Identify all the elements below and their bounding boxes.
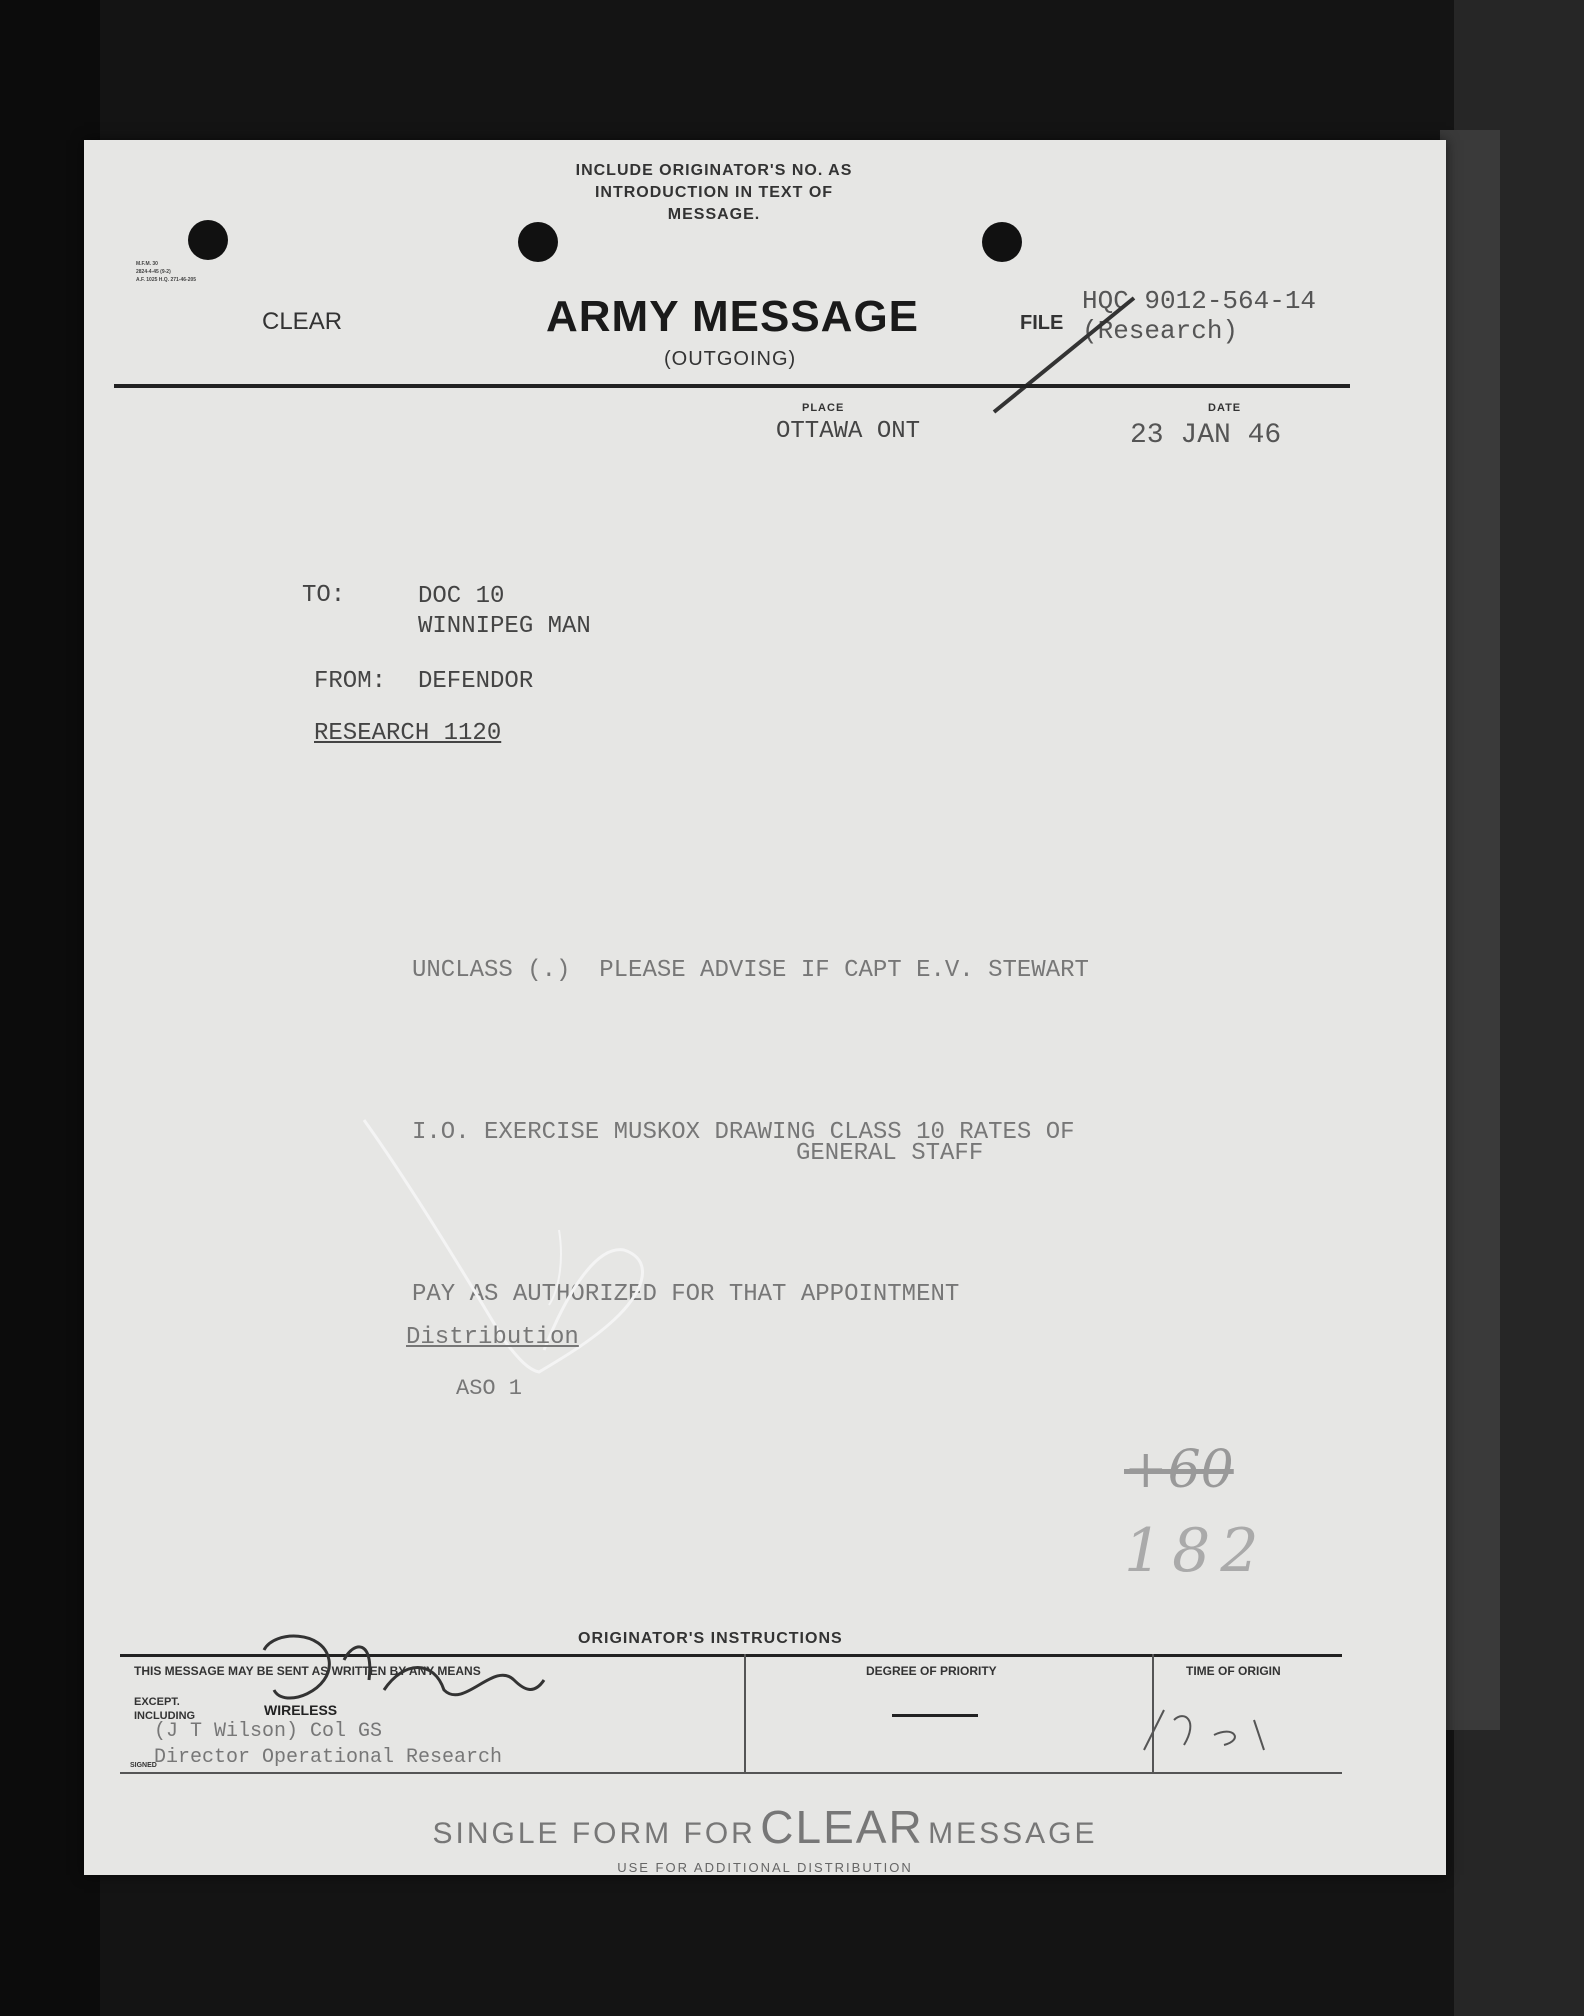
footer-prefix: SINGLE FORM FOR (432, 1817, 756, 1850)
form-subtitle: (OUTGOING) (664, 348, 797, 370)
form-title: ARMY MESSAGE (546, 292, 920, 341)
army-message-form (84, 140, 1446, 1875)
scan-shadow-strip (1440, 130, 1500, 1730)
signed-label: SIGNED (130, 1762, 157, 1769)
originator-heading: ORIGINATOR'S INSTRUCTIONS (578, 1630, 843, 1647)
including-label: INCLUDING (134, 1710, 196, 1722)
form-code: A.F. 1025 H.Q. 271-46-205 (136, 277, 197, 283)
handwritten-time (1124, 1700, 1304, 1760)
originator-number-instruction (534, 160, 894, 226)
from-label: FROM: (314, 668, 387, 695)
from-value: DEFENDOR (418, 668, 534, 695)
distribution-label: Distribution (406, 1324, 579, 1351)
form-footer (84, 1800, 1446, 1854)
to-label: TO: (302, 582, 346, 609)
signer-name: (J T Wilson) Col GS (154, 1720, 383, 1743)
column-divider (744, 1654, 746, 1774)
place-label: PLACE (802, 402, 845, 414)
file-number: HQC 9012-564-14 (1082, 286, 1317, 316)
body-line: I.O. EXERCISE MUSKOX DRAWING CLASS 10 RATES OF (412, 1119, 1075, 1146)
body-line: PAY AS AUTHORIZED FOR THAT APPOINTMENT (412, 1281, 960, 1308)
to-line: WINNIPEG MAN (418, 613, 591, 640)
form-codes (136, 260, 196, 284)
signature-block: GENERAL STAFF (796, 1140, 984, 1167)
file-label: FILE (1020, 312, 1064, 334)
footer-suffix: MESSAGE (928, 1817, 1098, 1850)
time-of-origin-label: TIME OF ORIGIN (1186, 1664, 1281, 1678)
punch-hole (188, 220, 228, 260)
footer-subtitle: USE FOR ADDITIONAL DISTRIBUTION (617, 1860, 913, 1875)
file-note: (Research) (1082, 316, 1239, 346)
handwritten-number: 182 (1124, 1516, 1269, 1586)
date-label: DATE (1208, 402, 1242, 414)
security-classification: CLEAR (262, 308, 343, 335)
punch-hole (518, 222, 558, 262)
signer-title: Director Operational Research (154, 1746, 503, 1769)
header-rule (114, 384, 1350, 388)
distribution-line: ASO 1 (456, 1376, 523, 1401)
pen-stroke-mark (984, 290, 1144, 420)
instruction-line: MESSAGE. (667, 206, 761, 223)
priority-dash (892, 1714, 978, 1717)
reference-number: RESEARCH 1120 (314, 720, 502, 747)
priority-label: DEGREE OF PRIORITY (866, 1664, 997, 1678)
place-value: OTTAWA ONT (776, 418, 921, 445)
originator-bottom-rule (120, 1772, 1342, 1774)
send-instruction: THIS MESSAGE MAY BE SENT AS WRITTEN BY ANY MEANS (134, 1664, 481, 1678)
except-label: EXCEPT. (134, 1696, 180, 1708)
body-line: UNCLASS (.) PLEASE ADVISE IF CAPT E.V. STEWART (412, 957, 1089, 984)
wireless-option: WIRELESS (264, 1702, 338, 1718)
footer-clear: CLEAR (760, 1801, 924, 1853)
instruction-line: INTRODUCTION IN TEXT OF (594, 184, 834, 201)
handwritten-struck-number: +60 (1124, 1440, 1234, 1500)
handwritten-signature (234, 1620, 554, 1730)
white-scribble-mark (354, 1100, 674, 1420)
punch-hole (982, 222, 1022, 262)
form-code: M.F.M. 30 (136, 261, 158, 267)
to-line: DOC 10 (418, 583, 505, 610)
form-code: 2824-4-45 (9-2) (136, 269, 171, 275)
instruction-line: INCLUDE ORIGINATOR'S NO. AS (575, 162, 853, 179)
date-value: 23 JAN 46 (1130, 420, 1282, 451)
to-address (418, 582, 591, 642)
